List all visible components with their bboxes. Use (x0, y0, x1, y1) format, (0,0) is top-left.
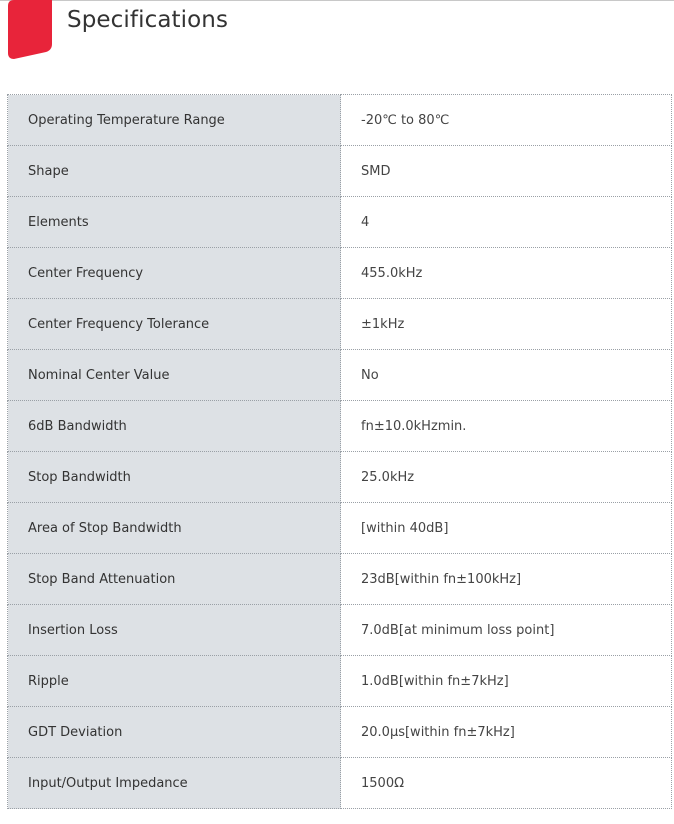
spec-label: Center Frequency (8, 248, 341, 299)
table-row (8, 146, 672, 197)
specifications-table (7, 94, 672, 809)
spec-value: 20.0μs[within fn±7kHz] (341, 707, 672, 758)
spec-value: fn±10.0kHzmin. (341, 401, 672, 452)
spec-label: Operating Temperature Range (8, 95, 341, 146)
spec-label: GDT Deviation (8, 707, 341, 758)
table-row (8, 248, 672, 299)
table-row (8, 401, 672, 452)
table-row (8, 605, 672, 656)
spec-value: 4 (341, 197, 672, 248)
spec-value: [within 40dB] (341, 503, 672, 554)
spec-label: Elements (8, 197, 341, 248)
spec-value: No (341, 350, 672, 401)
spec-label: Center Frequency Tolerance (8, 299, 341, 350)
spec-value: 7.0dB[at minimum loss point] (341, 605, 672, 656)
table-row (8, 707, 672, 758)
table-row (8, 95, 672, 146)
spec-value: 455.0kHz (341, 248, 672, 299)
spec-value: ±1kHz (341, 299, 672, 350)
spec-value: -20℃ to 80℃ (341, 95, 672, 146)
table-row (8, 299, 672, 350)
spec-label: 6dB Bandwidth (8, 401, 341, 452)
spec-value: 1.0dB[within fn±7kHz] (341, 656, 672, 707)
table-row (8, 452, 672, 503)
spec-label: Input/Output Impedance (8, 758, 341, 809)
spec-value: 23dB[within fn±100kHz] (341, 554, 672, 605)
spec-label: Stop Bandwidth (8, 452, 341, 503)
section-header (0, 0, 674, 60)
accent-tab-icon (8, 0, 52, 59)
page-title: Specifications (67, 7, 229, 33)
spec-value: 1500Ω (341, 758, 672, 809)
table-row (8, 554, 672, 605)
spec-label: Area of Stop Bandwidth (8, 503, 341, 554)
spec-value: SMD (341, 146, 672, 197)
table-row (8, 758, 672, 809)
spec-value: 25.0kHz (341, 452, 672, 503)
table-row (8, 503, 672, 554)
table-row (8, 197, 672, 248)
table-row (8, 350, 672, 401)
spec-label: Stop Band Attenuation (8, 554, 341, 605)
spec-label: Nominal Center Value (8, 350, 341, 401)
spec-label: Shape (8, 146, 341, 197)
spec-label: Ripple (8, 656, 341, 707)
table-row (8, 656, 672, 707)
spec-label: Insertion Loss (8, 605, 341, 656)
